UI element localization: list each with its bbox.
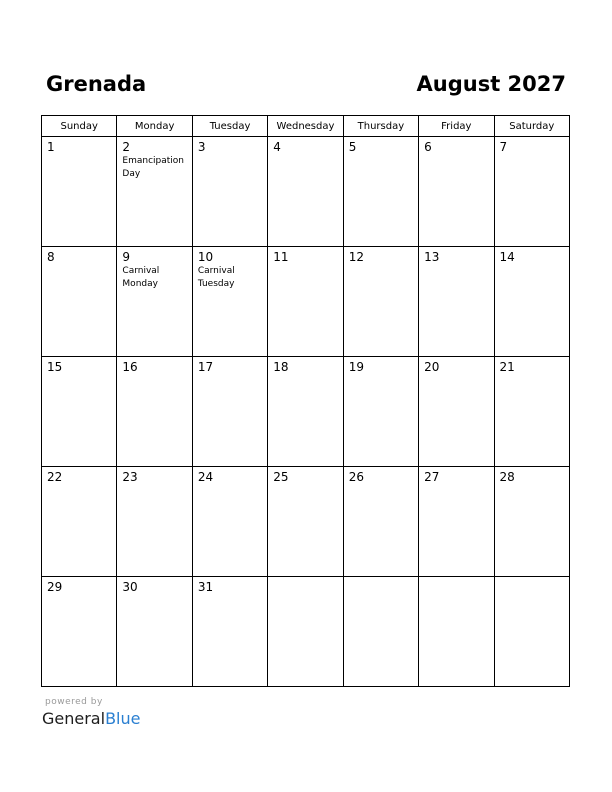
weekday-header: Tuesday	[192, 116, 267, 137]
calendar-day-cell	[42, 467, 117, 577]
day-number: 20	[424, 360, 440, 374]
day-number: 8	[47, 250, 55, 264]
calendar-day-cell	[419, 577, 494, 687]
calendar-grid	[41, 115, 570, 687]
country-title: Grenada	[46, 72, 147, 96]
calendar-day-cell	[419, 247, 494, 357]
calendar-day-cell	[343, 357, 418, 467]
calendar-day-cell	[117, 357, 192, 467]
calendar-day-cell	[117, 467, 192, 577]
calendar-day-cell	[494, 467, 569, 577]
calendar-day-cell	[192, 247, 267, 357]
calendar-day-cell	[42, 577, 117, 687]
weekday-header: Thursday	[343, 116, 418, 137]
month-year-title: August 2027	[416, 72, 566, 96]
day-number: 5	[348, 140, 357, 154]
day-number: 2	[122, 140, 131, 154]
day-number: 4	[273, 140, 281, 154]
day-number: 21	[499, 360, 515, 374]
day-number: 22	[47, 470, 63, 484]
weekday-header: Monday	[117, 116, 192, 137]
calendar-day-cell	[419, 137, 494, 247]
calendar-day-cell	[268, 137, 343, 247]
day-number: 27	[424, 470, 440, 484]
day-number: 1	[47, 140, 55, 154]
holiday-label: Carnival Tuesday	[197, 266, 235, 289]
weekday-header: Wednesday	[268, 116, 343, 137]
calendar-week-row	[42, 467, 570, 577]
day-number: 17	[197, 360, 214, 374]
calendar-day-cell	[192, 137, 267, 247]
day-number: 9	[122, 250, 131, 264]
day-number: 30	[122, 580, 138, 594]
brand-logo[interactable]	[42, 709, 140, 729]
calendar-day-cell	[343, 577, 418, 687]
day-number: 3	[197, 140, 206, 154]
brand-name-blue: Blue	[105, 709, 141, 728]
calendar-day-cell	[343, 137, 418, 247]
calendar-day-cell	[268, 467, 343, 577]
day-number: 28	[499, 470, 515, 484]
calendar-day-cell	[268, 577, 343, 687]
calendar-week-row	[42, 577, 570, 687]
calendar-day-cell	[192, 467, 267, 577]
brand-name-general: General	[42, 709, 106, 728]
calendar-day-cell	[494, 137, 569, 247]
calendar-day-cell	[117, 577, 192, 687]
calendar-day-cell	[343, 247, 418, 357]
calendar-day-cell	[419, 467, 494, 577]
weekday-header: Saturday	[494, 116, 569, 137]
day-number: 13	[424, 250, 440, 264]
calendar-day-cell	[494, 357, 569, 467]
calendar-day-cell	[192, 357, 267, 467]
day-number: 11	[273, 250, 289, 264]
day-number: 23	[122, 470, 138, 484]
calendar-week-row	[42, 357, 570, 467]
day-number: 24	[197, 470, 214, 484]
day-number: 15	[47, 360, 63, 374]
calendar-day-cell	[494, 577, 569, 687]
day-number: 16	[122, 360, 138, 374]
calendar-day-cell	[419, 357, 494, 467]
day-number: 10	[197, 250, 214, 264]
day-number: 29	[47, 580, 63, 594]
day-number: 31	[197, 580, 214, 594]
holiday-label: Emancipation Day	[122, 156, 185, 179]
calendar-day-cell	[343, 467, 418, 577]
day-number: 25	[273, 470, 289, 484]
calendar-day-cell	[192, 577, 267, 687]
powered-by-text: powered by	[45, 697, 103, 707]
weekday-header: Friday	[419, 116, 494, 137]
day-number: 26	[348, 470, 364, 484]
weekday-header-row	[42, 116, 570, 137]
calendar-day-cell	[42, 357, 117, 467]
day-number: 7	[499, 140, 508, 154]
calendar-day-cell	[268, 357, 343, 467]
day-number: 19	[348, 360, 364, 374]
day-number: 18	[273, 360, 289, 374]
day-number: 14	[499, 250, 515, 264]
calendar-day-cell	[268, 247, 343, 357]
day-number: 12	[348, 250, 364, 264]
calendar-day-cell	[117, 247, 192, 357]
calendar-week-row	[42, 247, 570, 357]
holiday-label: Carnival Monday	[122, 266, 160, 289]
footer-branding	[42, 697, 140, 729]
calendar-day-cell	[494, 247, 569, 357]
calendar-day-cell	[42, 137, 117, 247]
calendar-day-cell	[42, 247, 117, 357]
day-number: 6	[424, 140, 432, 154]
weekday-header: Sunday	[42, 116, 117, 137]
calendar-week-row	[42, 137, 570, 247]
calendar-day-cell	[117, 137, 192, 247]
